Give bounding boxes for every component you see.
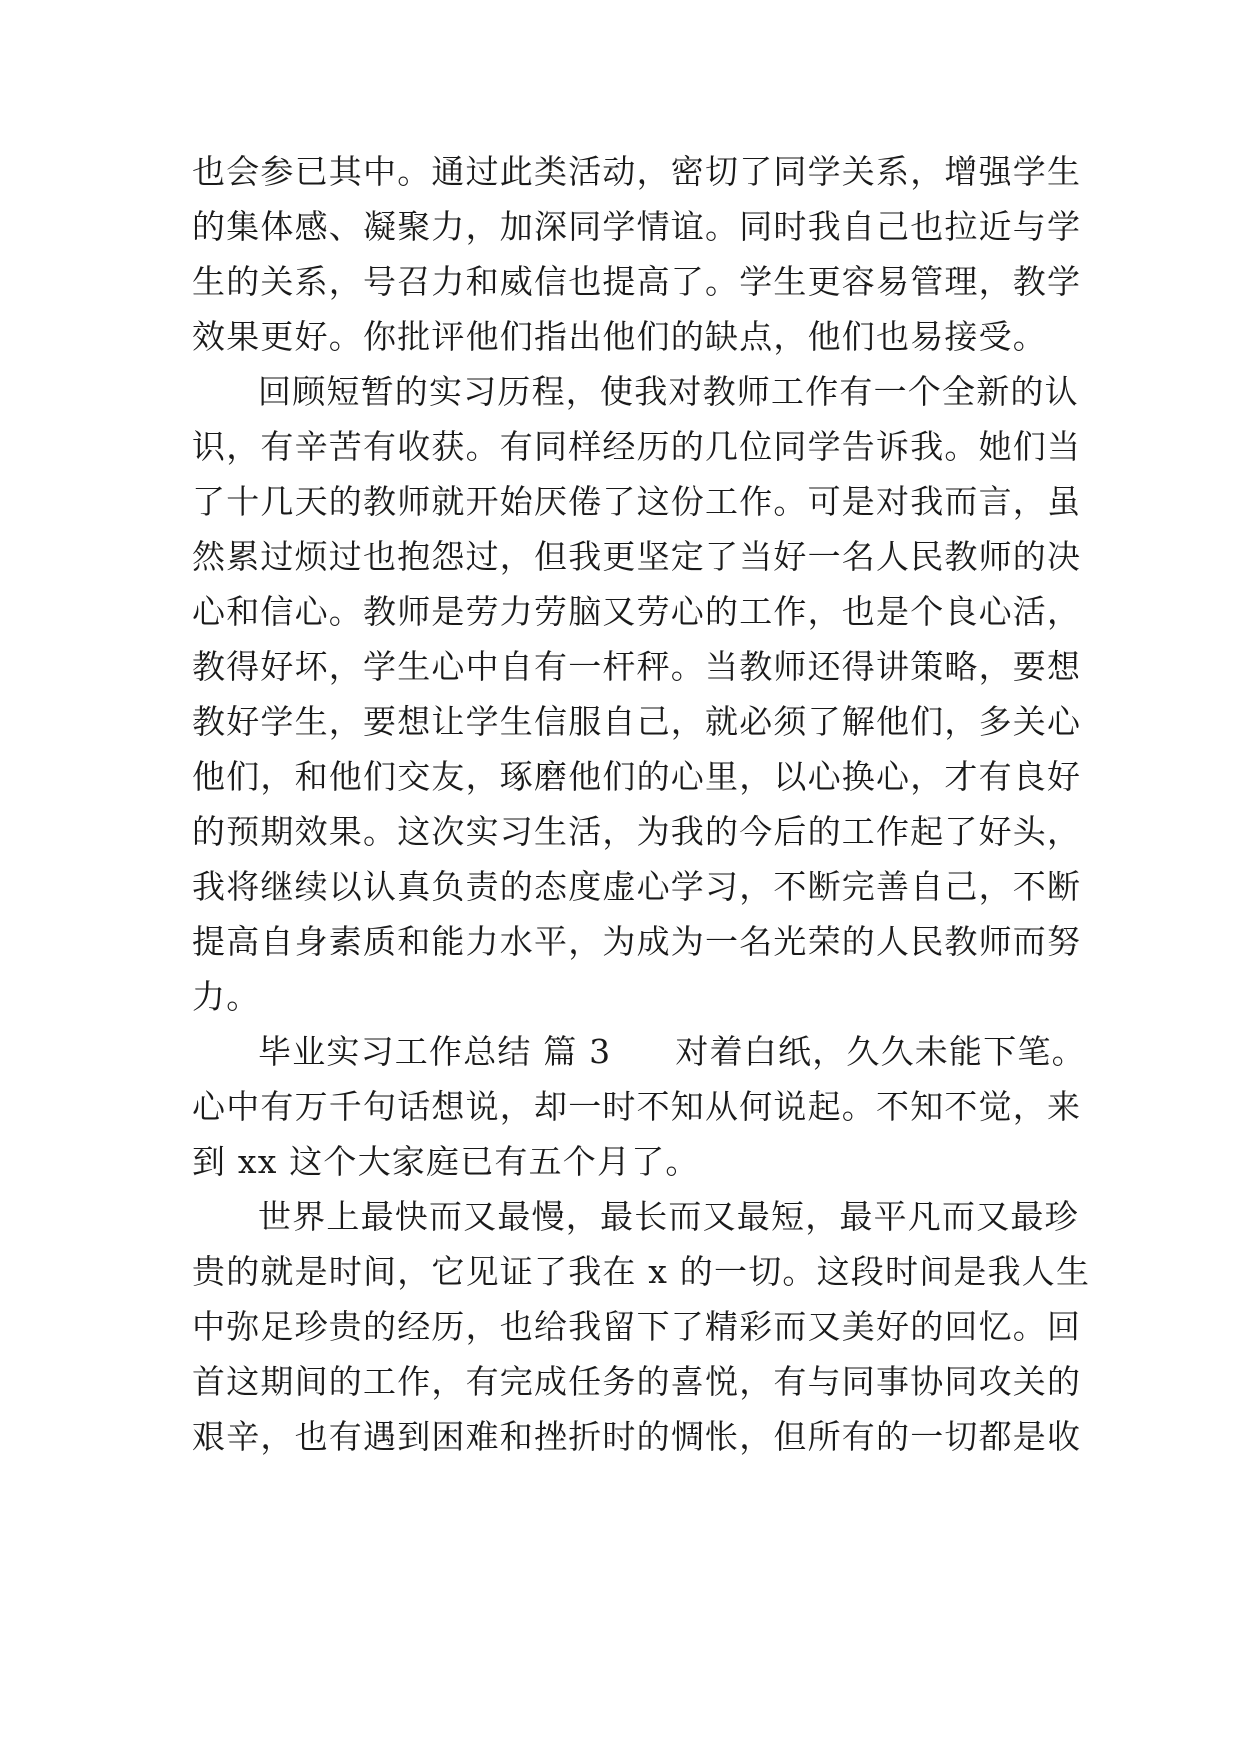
- body-text-line: 识，有辛苦有收获。有同样经历的几位同学告诉我。她们当: [192, 427, 1082, 466]
- body-text-line: 的集体感、凝聚力，加深同学情谊。同时我自己也拉近与学: [192, 207, 1082, 246]
- body-text-line: 力。: [192, 977, 261, 1016]
- body-text-line: 了十几天的教师就开始厌倦了这份工作。可是对我而言，虽: [192, 482, 1082, 521]
- body-text-line: 教得好坏，学生心中自有一杆秤。当教师还得讲策略，要想: [192, 647, 1082, 686]
- section-heading: 毕业实习工作总结 篇 3: [258, 1032, 612, 1071]
- body-text-line: 贵的就是时间，它见证了我在 x 的一切。这段时间是我人生: [192, 1252, 1091, 1291]
- body-text-line: 效果更好。你批评他们指出他们的缺点，他们也易接受。: [192, 317, 1047, 356]
- body-text-line: 他们，和他们交友，琢磨他们的心里，以心换心，才有良好: [192, 757, 1082, 796]
- body-text-line: 心和信心。教师是劳力劳脑又劳心的工作，也是个良心活，: [192, 592, 1082, 631]
- body-text-line: 心中有万千句话想说，却一时不知从何说起。不知不觉，来: [192, 1087, 1082, 1126]
- section-heading-line: [258, 1028, 1086, 1076]
- body-text-line: 首这期间的工作，有完成任务的喜悦，有与同事协同攻关的: [192, 1362, 1082, 1401]
- body-text-line: 生的关系，号召力和威信也提高了。学生更容易管理，教学: [192, 262, 1082, 301]
- body-text-line: 的预期效果。这次实习生活，为我的今后的工作起了好头，: [192, 812, 1082, 851]
- body-text-line: 到 xx 这个大家庭已有五个月了。: [192, 1142, 700, 1181]
- body-text-line: 中弥足珍贵的经历，也给我留下了精彩而又美好的回忆。回: [192, 1307, 1082, 1346]
- body-text-line: 回顾短暂的实习历程，使我对教师工作有一个全新的认: [258, 372, 1079, 411]
- body-text-line: 世界上最快而又最慢，最长而又最短，最平凡而又最珍: [258, 1197, 1079, 1236]
- body-text-line: 也会参已其中。通过此类活动，密切了同学关系，增强学生: [192, 152, 1082, 191]
- section-opening-text: 对着白纸，久久未能下笔。: [675, 1032, 1086, 1071]
- body-text-line: 然累过烦过也抱怨过，但我更坚定了当好一名人民教师的决: [192, 537, 1082, 576]
- body-text-line: 教好学生，要想让学生信服自己，就必须了解他们，多关心: [192, 702, 1082, 741]
- body-text-line: 艰辛，也有遇到困难和挫折时的惆怅，但所有的一切都是收: [192, 1417, 1082, 1456]
- body-text-line: 我将继续以认真负责的态度虚心学习，不断完善自己，不断: [192, 867, 1082, 906]
- body-text-line: 提高自身素质和能力水平，为成为一名光荣的人民教师而努: [192, 922, 1082, 961]
